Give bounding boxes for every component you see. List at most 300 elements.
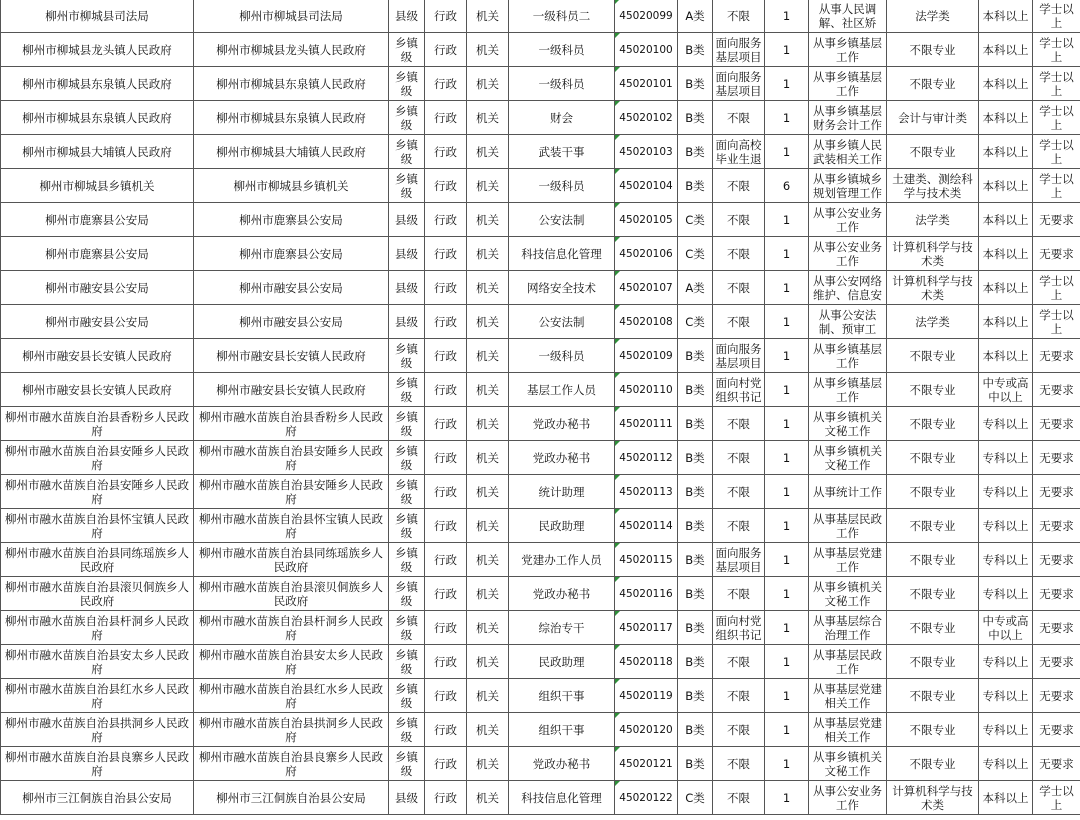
major-requirement-cell: [887, 101, 979, 135]
cell-text: 柳州市鹿寨县公安局: [239, 212, 343, 227]
cell-text: 柳州市融水苗族自治县同练瑶族乡人民政府: [5, 545, 189, 574]
cell-text: 柳州市柳城县司法局: [239, 8, 343, 23]
cell-text: 不限: [727, 416, 750, 431]
position-name-cell: 武装干事: [509, 135, 615, 169]
education-cell: [979, 101, 1033, 135]
job-description-cell: [809, 33, 887, 67]
cell-text: 不限专业: [909, 42, 956, 57]
cell-text: 法学类: [915, 212, 950, 227]
cell-text: 面向高校毕业生退: [715, 137, 762, 166]
major-requirement-cell: [887, 781, 979, 815]
employing-unit-cell: [194, 33, 389, 67]
exam-category-cell: B类: [678, 373, 713, 407]
table-body: [1, 0, 1080, 815]
position-type-cell: 行政: [425, 611, 467, 645]
headcount-cell: 1: [765, 135, 809, 169]
exam-category-cell: B类: [678, 577, 713, 611]
cell-text: 柳州市融水苗族自治县红水乡人民政府: [5, 681, 189, 710]
cell-text: 柳州市融水苗族自治县安陲乡人民政府: [199, 443, 383, 472]
position-code-cell: 45020111: [615, 407, 678, 441]
education-cell: [979, 679, 1033, 713]
cell-text: 乡镇级: [395, 443, 418, 472]
position-type-cell: 行政: [425, 509, 467, 543]
unit-level-cell: [389, 237, 425, 271]
recruiting-unit-cell: [1, 747, 194, 781]
employing-unit-cell: [194, 135, 389, 169]
employing-unit-cell: [194, 577, 389, 611]
cell-text: 本科以上: [982, 280, 1029, 295]
unit-level-cell: [389, 781, 425, 815]
headcount-cell: 1: [765, 271, 809, 305]
degree-cell: 无要求: [1033, 441, 1080, 475]
table-row: [1, 373, 1080, 407]
cell-text: 专科以上: [982, 552, 1029, 567]
cell-text: 专科以上: [982, 450, 1029, 465]
recruiting-unit-cell: [1, 441, 194, 475]
cell-text: 不限专业: [909, 552, 956, 567]
cell-text: 专科以上: [982, 654, 1029, 669]
position-type-cell: 行政: [425, 33, 467, 67]
job-description-cell: [809, 373, 887, 407]
unit-nature-cell: 机关: [467, 509, 509, 543]
table-row: [1, 339, 1080, 373]
applicant-scope-cell: [713, 271, 765, 305]
applicant-scope-cell: [713, 475, 765, 509]
unit-nature-cell: 机关: [467, 611, 509, 645]
recruiting-unit-cell: [1, 373, 194, 407]
cell-text: 柳州市融水苗族自治县安太乡人民政府: [5, 647, 189, 676]
position-type-cell: 行政: [425, 713, 467, 747]
applicant-scope-cell: [713, 169, 765, 203]
recruiting-unit-cell: [1, 781, 194, 815]
cell-text: 面向服务基层项目: [715, 341, 762, 370]
cell-text: 面向村党组织书记: [715, 613, 762, 642]
exam-category-cell: C类: [678, 203, 713, 237]
position-code-cell: 45020108: [615, 305, 678, 339]
cell-text: 不限: [727, 518, 750, 533]
position-name-cell: 公安法制: [509, 305, 615, 339]
education-cell: [979, 611, 1033, 645]
position-name-cell: 科技信息化管理: [509, 237, 615, 271]
applicant-scope-cell: [713, 645, 765, 679]
exam-category-cell: B类: [678, 713, 713, 747]
major-requirement-cell: [887, 543, 979, 577]
exam-category-cell: B类: [678, 679, 713, 713]
cell-text: 本科以上: [982, 76, 1029, 91]
position-type-cell: 行政: [425, 339, 467, 373]
headcount-cell: 1: [765, 747, 809, 781]
position-name-cell: 民政助理: [509, 509, 615, 543]
job-description-cell: [809, 135, 887, 169]
major-requirement-cell: [887, 747, 979, 781]
position-type-cell: 行政: [425, 135, 467, 169]
cell-text: 中专或高中以上: [982, 613, 1029, 642]
cell-text: 柳州市柳城县东泉镇人民政府: [216, 110, 366, 125]
recruiting-unit-cell: [1, 67, 194, 101]
cell-text: 计算机科学与技术类: [892, 783, 973, 812]
cell-text: 县级: [395, 212, 418, 227]
position-type-cell: 行政: [425, 237, 467, 271]
recruiting-unit-cell: [1, 713, 194, 747]
cell-text: 专科以上: [982, 756, 1029, 771]
applicant-scope-cell: [713, 67, 765, 101]
headcount-cell: 1: [765, 645, 809, 679]
unit-nature-cell: 机关: [467, 407, 509, 441]
exam-category-cell: B类: [678, 645, 713, 679]
position-type-cell: 行政: [425, 373, 467, 407]
position-type-cell: 行政: [425, 577, 467, 611]
position-type-cell: 行政: [425, 203, 467, 237]
unit-level-cell: [389, 0, 425, 33]
cell-text: 法学类: [915, 8, 950, 23]
unit-nature-cell: 机关: [467, 271, 509, 305]
table-row: [1, 203, 1080, 237]
employing-unit-cell: [194, 271, 389, 305]
exam-category-cell: B类: [678, 67, 713, 101]
headcount-cell: 1: [765, 407, 809, 441]
unit-level-cell: [389, 577, 425, 611]
cell-text: 从事公安业务工作: [813, 783, 882, 812]
job-description-cell: [809, 441, 887, 475]
unit-nature-cell: 机关: [467, 0, 509, 33]
employing-unit-cell: [194, 747, 389, 781]
unit-level-cell: [389, 747, 425, 781]
degree-cell: 无要求: [1033, 747, 1080, 781]
unit-level-cell: [389, 407, 425, 441]
cell-text: 不限专业: [909, 756, 956, 771]
education-cell: [979, 271, 1033, 305]
recruiting-unit-cell: [1, 611, 194, 645]
cell-text: 乡镇级: [395, 579, 418, 608]
degree-cell: 无要求: [1033, 509, 1080, 543]
education-cell: [979, 0, 1033, 33]
degree-cell: 无要求: [1033, 713, 1080, 747]
table-row: [1, 509, 1080, 543]
position-name-cell: 一级科员: [509, 339, 615, 373]
position-type-cell: 行政: [425, 407, 467, 441]
job-description-cell: [809, 305, 887, 339]
exam-category-cell: A类: [678, 0, 713, 33]
cell-text: 柳州市融水苗族自治县香粉乡人民政府: [5, 409, 189, 438]
recruiting-unit-cell: [1, 475, 194, 509]
education-cell: [979, 169, 1033, 203]
cell-text: 面向服务基层项目: [715, 69, 762, 98]
cell-text: 不限专业: [909, 484, 956, 499]
unit-level-cell: [389, 67, 425, 101]
cell-text: 本科以上: [982, 790, 1029, 805]
degree-cell: 学士以上: [1033, 169, 1080, 203]
cell-text: 柳州市融安县公安局: [239, 280, 343, 295]
position-name-cell: 综治专干: [509, 611, 615, 645]
employing-unit-cell: [194, 305, 389, 339]
major-requirement-cell: [887, 203, 979, 237]
cell-text: 本科以上: [982, 246, 1029, 261]
unit-level-cell: [389, 169, 425, 203]
employing-unit-cell: [194, 0, 389, 33]
degree-cell: 无要求: [1033, 645, 1080, 679]
position-name-cell: 网络安全技术: [509, 271, 615, 305]
degree-cell: 无要求: [1033, 611, 1080, 645]
cell-text: 从事基层民政工作: [813, 647, 882, 676]
cell-text: 不限专业: [909, 586, 956, 601]
unit-nature-cell: 机关: [467, 781, 509, 815]
unit-nature-cell: 机关: [467, 747, 509, 781]
cell-text: 乡镇级: [395, 545, 418, 574]
headcount-cell: 1: [765, 543, 809, 577]
position-code-cell: 45020109: [615, 339, 678, 373]
cell-text: 专科以上: [982, 484, 1029, 499]
major-requirement-cell: [887, 33, 979, 67]
major-requirement-cell: [887, 305, 979, 339]
cell-text: 柳州市融水苗族自治县良寨乡人民政府: [199, 749, 383, 778]
major-requirement-cell: [887, 475, 979, 509]
applicant-scope-cell: [713, 373, 765, 407]
position-code-cell: 45020099: [615, 0, 678, 33]
exam-category-cell: B类: [678, 33, 713, 67]
position-type-cell: 行政: [425, 441, 467, 475]
cell-text: 从事乡镇机关文秘工作: [813, 443, 882, 472]
cell-text: 不限: [727, 450, 750, 465]
cell-text: 专科以上: [982, 722, 1029, 737]
cell-text: 从事乡镇城乡规划管理工作: [813, 171, 882, 200]
position-type-cell: 行政: [425, 747, 467, 781]
major-requirement-cell: [887, 135, 979, 169]
degree-cell: 学士以上: [1033, 781, 1080, 815]
cell-text: 本科以上: [982, 110, 1029, 125]
position-code-cell: 45020116: [615, 577, 678, 611]
unit-level-cell: [389, 305, 425, 339]
unit-nature-cell: 机关: [467, 203, 509, 237]
cell-text: 不限: [727, 586, 750, 601]
education-cell: [979, 645, 1033, 679]
job-description-cell: [809, 237, 887, 271]
job-description-cell: [809, 169, 887, 203]
cell-text: 柳州市柳城县龙头镇人民政府: [216, 42, 366, 57]
cell-text: 柳州市柳城县东泉镇人民政府: [216, 76, 366, 91]
headcount-cell: 1: [765, 781, 809, 815]
applicant-scope-cell: [713, 713, 765, 747]
cell-text: 柳州市融水苗族自治县良寨乡人民政府: [5, 749, 189, 778]
cell-text: 柳州市柳城县东泉镇人民政府: [22, 110, 172, 125]
cell-text: 不限: [727, 654, 750, 669]
cell-text: 柳州市柳城县乡镇机关: [39, 178, 155, 193]
recruiting-unit-cell: [1, 101, 194, 135]
unit-level-cell: [389, 271, 425, 305]
cell-text: 会计与审计类: [898, 110, 967, 125]
job-description-cell: [809, 611, 887, 645]
exam-category-cell: B类: [678, 339, 713, 373]
cell-text: 柳州市融水苗族自治县拱洞乡人民政府: [5, 715, 189, 744]
cell-text: 柳州市融水苗族自治县同练瑶族乡人民政府: [199, 545, 383, 574]
unit-nature-cell: 机关: [467, 33, 509, 67]
cell-text: 乡镇级: [395, 681, 418, 710]
headcount-cell: 1: [765, 0, 809, 33]
cell-text: 柳州市融安县公安局: [45, 280, 149, 295]
headcount-cell: 1: [765, 611, 809, 645]
employing-unit-cell: [194, 679, 389, 713]
applicant-scope-cell: [713, 781, 765, 815]
degree-cell: 学士以上: [1033, 0, 1080, 33]
cell-text: 柳州市融水苗族自治县拱洞乡人民政府: [199, 715, 383, 744]
unit-level-cell: [389, 679, 425, 713]
table-row: [1, 271, 1080, 305]
table-row: [1, 781, 1080, 815]
exam-category-cell: B类: [678, 611, 713, 645]
table-row: [1, 645, 1080, 679]
job-description-cell: [809, 475, 887, 509]
headcount-cell: 1: [765, 101, 809, 135]
recruiting-unit-cell: [1, 237, 194, 271]
education-cell: [979, 305, 1033, 339]
cell-text: 乡镇级: [395, 69, 418, 98]
cell-text: 不限: [727, 688, 750, 703]
cell-text: 从事公安法制、预审工: [818, 307, 877, 336]
cell-text: 不限: [727, 790, 750, 805]
cell-text: 不限: [727, 212, 750, 227]
education-cell: [979, 509, 1033, 543]
unit-nature-cell: 机关: [467, 441, 509, 475]
cell-text: 专科以上: [982, 586, 1029, 601]
cell-text: 从事基层民政工作: [813, 511, 882, 540]
cell-text: 柳州市融安县长安镇人民政府: [216, 348, 366, 363]
position-code-cell: 45020103: [615, 135, 678, 169]
cell-text: 不限: [727, 484, 750, 499]
recruiting-unit-cell: [1, 169, 194, 203]
employing-unit-cell: [194, 509, 389, 543]
cell-text: 法学类: [915, 314, 950, 329]
cell-text: 面向服务基层项目: [715, 35, 762, 64]
employing-unit-cell: [194, 781, 389, 815]
education-cell: [979, 33, 1033, 67]
job-description-cell: [809, 747, 887, 781]
unit-nature-cell: 机关: [467, 373, 509, 407]
position-code-cell: 45020122: [615, 781, 678, 815]
education-cell: [979, 373, 1033, 407]
cell-text: 柳州市融水苗族自治县安太乡人民政府: [199, 647, 383, 676]
degree-cell: 学士以上: [1033, 101, 1080, 135]
table-row: [1, 713, 1080, 747]
cell-text: 专科以上: [982, 518, 1029, 533]
unit-level-cell: [389, 203, 425, 237]
headcount-cell: 6: [765, 169, 809, 203]
applicant-scope-cell: [713, 747, 765, 781]
job-description-cell: [809, 713, 887, 747]
exam-category-cell: B类: [678, 475, 713, 509]
education-cell: [979, 339, 1033, 373]
cell-text: 从事公安网络维护、信息安: [813, 273, 882, 302]
cell-text: 不限: [727, 722, 750, 737]
degree-cell: 无要求: [1033, 339, 1080, 373]
applicant-scope-cell: [713, 543, 765, 577]
degree-cell: 无要求: [1033, 373, 1080, 407]
cell-text: 不限: [727, 280, 750, 295]
cell-text: 乡镇级: [395, 103, 418, 132]
applicant-scope-cell: [713, 679, 765, 713]
cell-text: 柳州市融水苗族自治县怀宝镇人民政府: [5, 511, 189, 540]
cell-text: 从事公安业务工作: [813, 239, 882, 268]
position-code-cell: 45020121: [615, 747, 678, 781]
position-name-cell: 统计助理: [509, 475, 615, 509]
education-cell: [979, 577, 1033, 611]
table-row: [1, 33, 1080, 67]
education-cell: [979, 475, 1033, 509]
cell-text: 柳州市鹿寨县公安局: [45, 212, 149, 227]
position-code-cell: 45020104: [615, 169, 678, 203]
degree-cell: 无要求: [1033, 237, 1080, 271]
position-code-cell: 45020102: [615, 101, 678, 135]
unit-nature-cell: 机关: [467, 543, 509, 577]
employing-unit-cell: [194, 169, 389, 203]
major-requirement-cell: [887, 441, 979, 475]
position-name-cell: 财会: [509, 101, 615, 135]
cell-text: 柳州市柳城县司法局: [45, 8, 149, 23]
applicant-scope-cell: [713, 0, 765, 33]
cell-text: 本科以上: [982, 42, 1029, 57]
cell-text: 从事统计工作: [813, 484, 882, 499]
position-name-cell: 组织干事: [509, 713, 615, 747]
unit-level-cell: [389, 339, 425, 373]
cell-text: 从事乡镇基层财务会计工作: [813, 103, 882, 132]
unit-level-cell: [389, 441, 425, 475]
recruiting-unit-cell: [1, 645, 194, 679]
unit-level-cell: [389, 33, 425, 67]
recruiting-unit-cell: [1, 203, 194, 237]
cell-text: 从事基层党建工作: [813, 545, 882, 574]
position-code-cell: 45020115: [615, 543, 678, 577]
table-row: [1, 0, 1080, 33]
position-code-cell: 45020120: [615, 713, 678, 747]
position-type-cell: 行政: [425, 101, 467, 135]
cell-text: 柳州市柳城县大埔镇人民政府: [216, 144, 366, 159]
degree-cell: 无要求: [1033, 475, 1080, 509]
position-type-cell: 行政: [425, 271, 467, 305]
cell-text: 从事乡镇人民武装相关工作: [813, 137, 882, 166]
position-code-cell: 45020118: [615, 645, 678, 679]
cell-text: 县级: [395, 314, 418, 329]
position-name-cell: 一级科员二: [509, 0, 615, 33]
cell-text: 柳州市融水苗族自治县滚贝侗族乡人民政府: [5, 579, 189, 608]
applicant-scope-cell: [713, 101, 765, 135]
recruiting-unit-cell: [1, 339, 194, 373]
cell-text: 计算机科学与技术类: [892, 239, 973, 268]
unit-nature-cell: 机关: [467, 645, 509, 679]
position-type-cell: 行政: [425, 169, 467, 203]
cell-text: 柳州市融安县长安镇人民政府: [216, 382, 366, 397]
cell-text: 柳州市融水苗族自治县安陲乡人民政府: [199, 477, 383, 506]
employing-unit-cell: [194, 645, 389, 679]
headcount-cell: 1: [765, 509, 809, 543]
headcount-cell: 1: [765, 373, 809, 407]
job-description-cell: [809, 0, 887, 33]
table-row: [1, 611, 1080, 645]
position-name-cell: 组织干事: [509, 679, 615, 713]
cell-text: 柳州市融水苗族自治县香粉乡人民政府: [199, 409, 383, 438]
cell-text: 面向服务基层项目: [715, 545, 762, 574]
position-code-cell: 45020110: [615, 373, 678, 407]
position-name-cell: 党建办工作人员: [509, 543, 615, 577]
cell-text: 土建类、测绘科学与技术类: [892, 171, 973, 200]
cell-text: 乡镇级: [395, 647, 418, 676]
education-cell: [979, 203, 1033, 237]
cell-text: 县级: [395, 8, 418, 23]
cell-text: 柳州市柳城县东泉镇人民政府: [22, 76, 172, 91]
major-requirement-cell: [887, 645, 979, 679]
table-row: [1, 237, 1080, 271]
cell-text: 计算机科学与技术类: [892, 273, 973, 302]
cell-text: 柳州市柳城县大埔镇人民政府: [22, 144, 172, 159]
degree-cell: 学士以上: [1033, 305, 1080, 339]
position-type-cell: 行政: [425, 67, 467, 101]
